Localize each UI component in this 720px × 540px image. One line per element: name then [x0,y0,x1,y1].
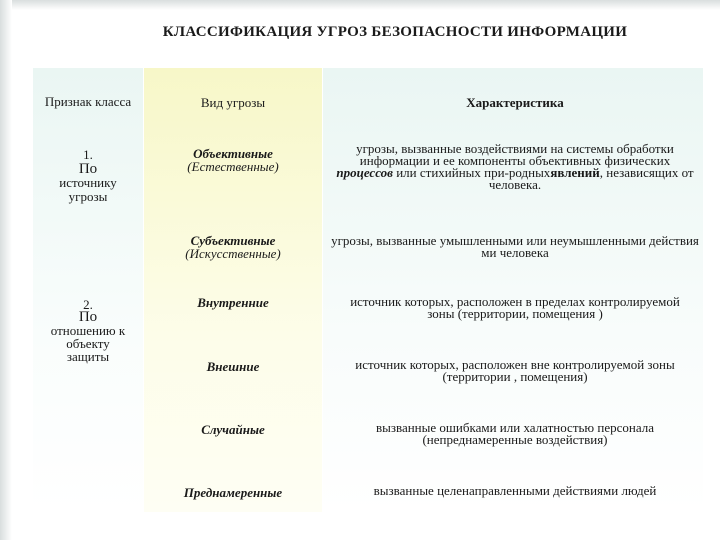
group-label: отношению к объекту защиты [50,323,126,364]
column-threat-type [144,68,322,512]
threat-intentional: Преднамеренные [183,485,283,500]
group-object [33,298,143,363]
threat-subname: (Искусственные) [185,246,281,261]
desc-external: источник которых, расположен вне контролируемой зоны (территории , помещения) [355,357,675,384]
page-title: КЛАССИФИКАЦИЯ УГРОЗ БЕЗОПАСНОСТИ ИНФОРМАЦИИ [162,24,628,40]
column-class-sign [33,68,143,512]
group-number: 2. [83,297,93,312]
desc-text: или стихийных при-родных [392,165,551,180]
group-source [33,148,143,204]
threat-internal: Внутренние [197,295,269,310]
desc-internal: источник которых, расположен в пределах контролируемой зоны (территории, помещения ) [350,294,680,321]
header-characteristic: Характеристика [466,95,564,110]
group-number: 1. [83,147,93,162]
desc-text: , независящих от человека. [488,165,694,192]
desc-emphasis: процессов [336,165,393,180]
threat-name: Субъективные [190,233,276,248]
threat-subjective [144,234,322,260]
desc-text: угрозы, вызванные воздействиями на системы обработки информации и ее компоненты объективных физических [356,141,674,168]
slide-frame-top [0,0,720,10]
desc-emphasis: явлений [550,165,600,180]
header-class-sign: Признак класса [44,94,132,109]
threat-name: Объективные [193,146,273,161]
header-threat-type: Вид угрозы [200,95,266,110]
group-label-first: По [78,309,98,325]
slide-frame-left [0,0,12,540]
group-label: источнику угрозы [59,175,117,204]
threat-subname: (Естественные) [187,159,279,174]
desc-subjective: угрозы, вызванные умышленными или неумышленными действия ми человека [331,233,699,260]
threat-objective [144,147,322,173]
desc-intentional: вызванные целенаправленными действиями людей [373,483,657,498]
threat-accidental: Случайные [201,422,265,437]
threat-external: Внешние [206,359,260,374]
desc-objective [330,143,700,191]
desc-accidental: вызванные ошибками или халатностью персонала (непреднамеренные воздействия) [375,420,654,447]
group-label-first: По [78,161,98,177]
